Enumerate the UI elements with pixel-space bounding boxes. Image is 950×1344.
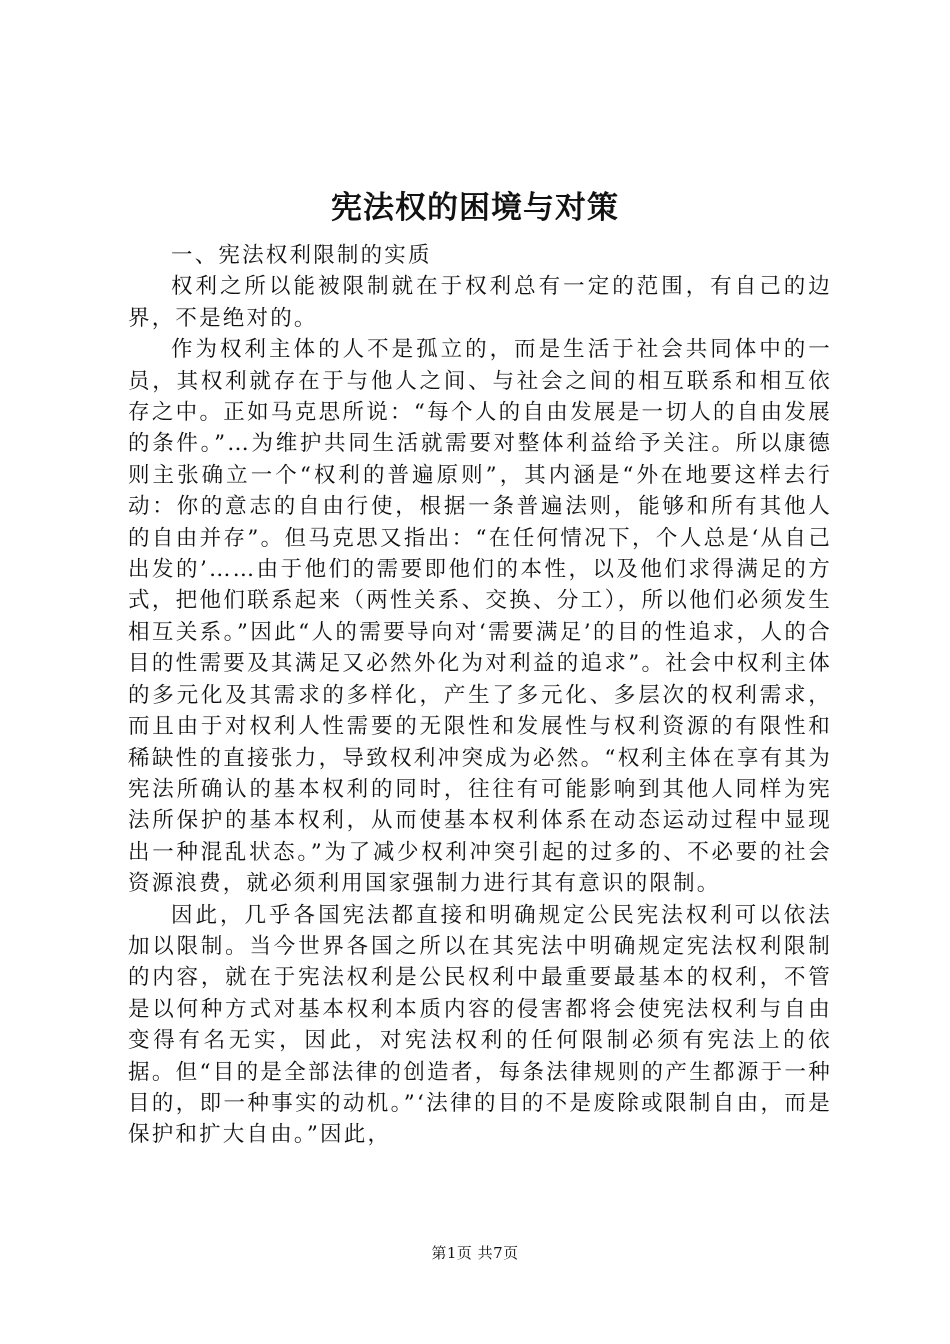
paragraph-1: 权利之所以能被限制就在于权利总有一定的范围，有自己的边界，不是绝对的。 — [128, 274, 832, 331]
paragraph-3: 因此，几乎各国宪法都直接和明确规定公民宪法权利可以依法加以限制。当今世界各国之所以在其宪法中明确规定宪法权利限制的内容，就在于宪法权利是公民权利中最重要最基本的权利，不管是以何种方式对基本权利本质内容的侵害都将会使宪法权利与自由变得有名无实，因此，对宪法权利的任何限制必须有宪法上的依据。但“目的是全部法律的创造者，每条法律规则的产生都源于一种目的，即一种事实的动机。”‘法律的目的不是废除或限制自由，而是保护和扩大自由。”因此， — [128, 902, 832, 1148]
document-title: 宪法权的困境与对策 — [331, 190, 619, 226]
paragraph-2: 作为权利主体的人不是孤立的，而是生活于社会共同体中的一员，其权利就存在于与他人之间、与社会之间的相互联系和相互依存之中。正如马克思所说：“每个人的自由发展是一切人的自由发展的条件。”…为维护共同生活就需要对整体利益给予关注。所以康德则主张确立一个“权利的普遍原则”，其内涵是“外在地要这样去行动：你的意志的自由行使，根据一条普遍法则，能够和所有其他人的自由并存”。但马克思又指出：“在任何情况下，个人总是‘从自己出发的’……由于他们的需要即他们的本性，以及他们求得满足的方式，把他们联系起来（两性关系、交换、分工），所以他们必须发生相互关系。”因此“人的需要导向对‘需要满足’的目的性追求，人的合目的性需要及其满足又必然外化为对利益的追求”。社会中权利主体的多元化及其需求的多样化，产生了多元化、多层次的权利需求，而且由于对权利人性需要的无限性和发展性与权利资源的有限性和稀缺性的直接张力，导致权利冲突成为必然。“权利主体在享有其为宪法所确认的基本权利的同时，往往有可能影响到其他人同样为宪法所保护的基本权利，从而使基本权利体系在动态运动过程中显现出一种混乱状态。”为了减少权利冲突引起的过多的、不必要的社会资源浪费，就必须利用国家强制力进行其有意识的限制。 — [128, 337, 832, 897]
document-body — [128, 240, 832, 1151]
page-footer: 第1页 共7页 — [431, 1244, 519, 1262]
section-heading: 一、宪法权利限制的实质 — [171, 243, 432, 268]
